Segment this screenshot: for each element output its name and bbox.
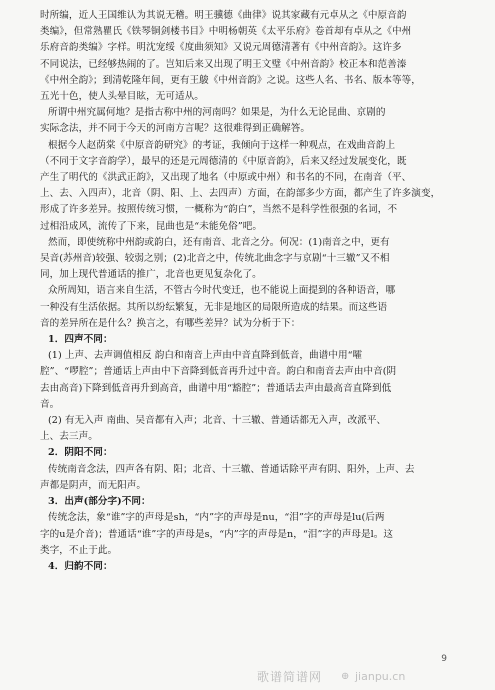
text-line: 去由高音)下降到低音再升到高音，曲谱中用“豁腔”；普通话去声由最高音直降到低	[40, 382, 392, 394]
text-line: 类字，不止于此。	[40, 544, 118, 556]
text-line: 五光十色，使人头晕目眩，无可适从。	[40, 91, 204, 103]
text-line: 《中州全韵》；到清乾隆年间，更有王鵔《中州音韵》之说。这些人名、书名、版本等等，	[40, 74, 421, 86]
text-line: 同，加上现代普通话的推广，北音也更见复杂化了。	[40, 269, 262, 281]
section-heading: 4．归韵不同：	[48, 560, 113, 572]
text-line: 一种没有生活依据。其所以纷纭繁复，无非是地区的局限所造成的结果。而这些语	[40, 301, 388, 313]
text-line: 不同说法，已经够热闹的了。岂知后来又出现了明王文璧《中州音韵》校正本和范善溱	[40, 58, 407, 70]
page-number: 9	[441, 654, 447, 664]
text-line: （不同于文字音韵学），最早的还是元周德清的《中原音韵》，后来又经过发展变化，既	[40, 155, 407, 167]
section-heading: 2．阴阳不同：	[48, 447, 113, 459]
text-line: 音的差异所在是什么？换言之，有哪些差异？试为分析于下：	[40, 317, 301, 329]
text-line: (1) 上声、去声调值相反 韵白和南音上声由中音直降到低音，曲谱中用“嚯	[48, 350, 363, 362]
text-line: 根据今人赵荫棠《中原音韵研究》的考证，我倾向于这样一种观点，在戏曲音韵上	[48, 139, 396, 151]
page-footer	[257, 654, 487, 686]
text-line: 传统南音念法，四声各有阴、阳；北音、十三辙、普通话除平声有阴、阳外，上声、去	[48, 463, 415, 475]
text-line: 上、去三声。	[40, 431, 98, 443]
text-line: 过相沿成风，流传了下来，昆曲也是“未能免俗”吧。	[40, 220, 263, 232]
body-text	[40, 8, 459, 575]
text-line: (2) 有无入声 南曲、吴音都有入声；北音、十三辙、普通话都无入声，改派平、	[48, 415, 387, 427]
text-line: 音。	[40, 398, 60, 410]
text-line: 类编》，但常熟瞿氏《铁琴铜剑楼书目》中明杨朝英《太平乐府》卷首却有卓从之《中州	[40, 26, 412, 38]
text-line: 时所编，近人王国维认为其说无稽。明王骥德《曲律》说其家藏有元卓从之《中原音韵	[40, 10, 407, 21]
section-heading: 1．四声不同：	[48, 334, 113, 346]
text-line: 乐府音韵类编》字样。明沈宠绥《度曲须知》又说元周德清著有《中州音韵》。这许多	[40, 42, 402, 54]
text-line: 然而，即使统称中州韵或韵白，还有南音、北音之分。何况：(1)南音之中，更有	[48, 236, 390, 248]
text-line: 字的u是介音)；普通话“谁”字的声母是s，“内”字的声母是n，“泪”字的声母是l。这	[40, 528, 394, 540]
text-line: 传统念法，象“谁”字的声母是sh，“内”字的声母是nu，“泪”字的声母是lu(后两	[48, 512, 385, 524]
text-line: 吴音(苏州音)较强、较弱之别；(2)北音之中，传统北曲念字与京剧“十三辙”又不相	[40, 253, 390, 265]
text-line: 众所周知，语言来自生活，不管古今时代变迁，也不能说上面提到的各种语音，哪	[48, 285, 396, 297]
text-line: 声都是阴声，而无阳声。	[40, 479, 147, 491]
text-line: 所谓中州究属何地？是指古称中州的河南吗？如果是，为什么无论昆曲、京剧的	[48, 107, 386, 119]
watermark-site-name: 歌谱简谱网	[257, 670, 323, 684]
watermark-logo-icon: ⊕	[341, 671, 350, 682]
section-heading: 3．出声(部分字)不同：	[48, 496, 151, 508]
text-line: 形成了许多差异。按照传统习惯，一概称为“韵白”，当然不是科学性很强的名词，不	[40, 204, 398, 216]
text-line: 实际念法，并不同于今天的河南方言呢？这很难得到正确解答。	[40, 123, 311, 135]
text-line: 腔”、“啰腔”；普通话上声由中下音降到低音再升过中音。韵白和南音去声由中音(阴	[40, 366, 397, 378]
text-line: 产生了明代的《洪武正韵》，又出现了地名（中原或中州）和书名的不同，在南音（平、	[40, 172, 412, 184]
watermark-site-url: jianpu.cn	[355, 670, 406, 683]
text-line: 上、去、入四声），北音（阴、阳、上、去四声）方面，在韵部多少方面，都产生了许多演变，	[40, 188, 441, 200]
